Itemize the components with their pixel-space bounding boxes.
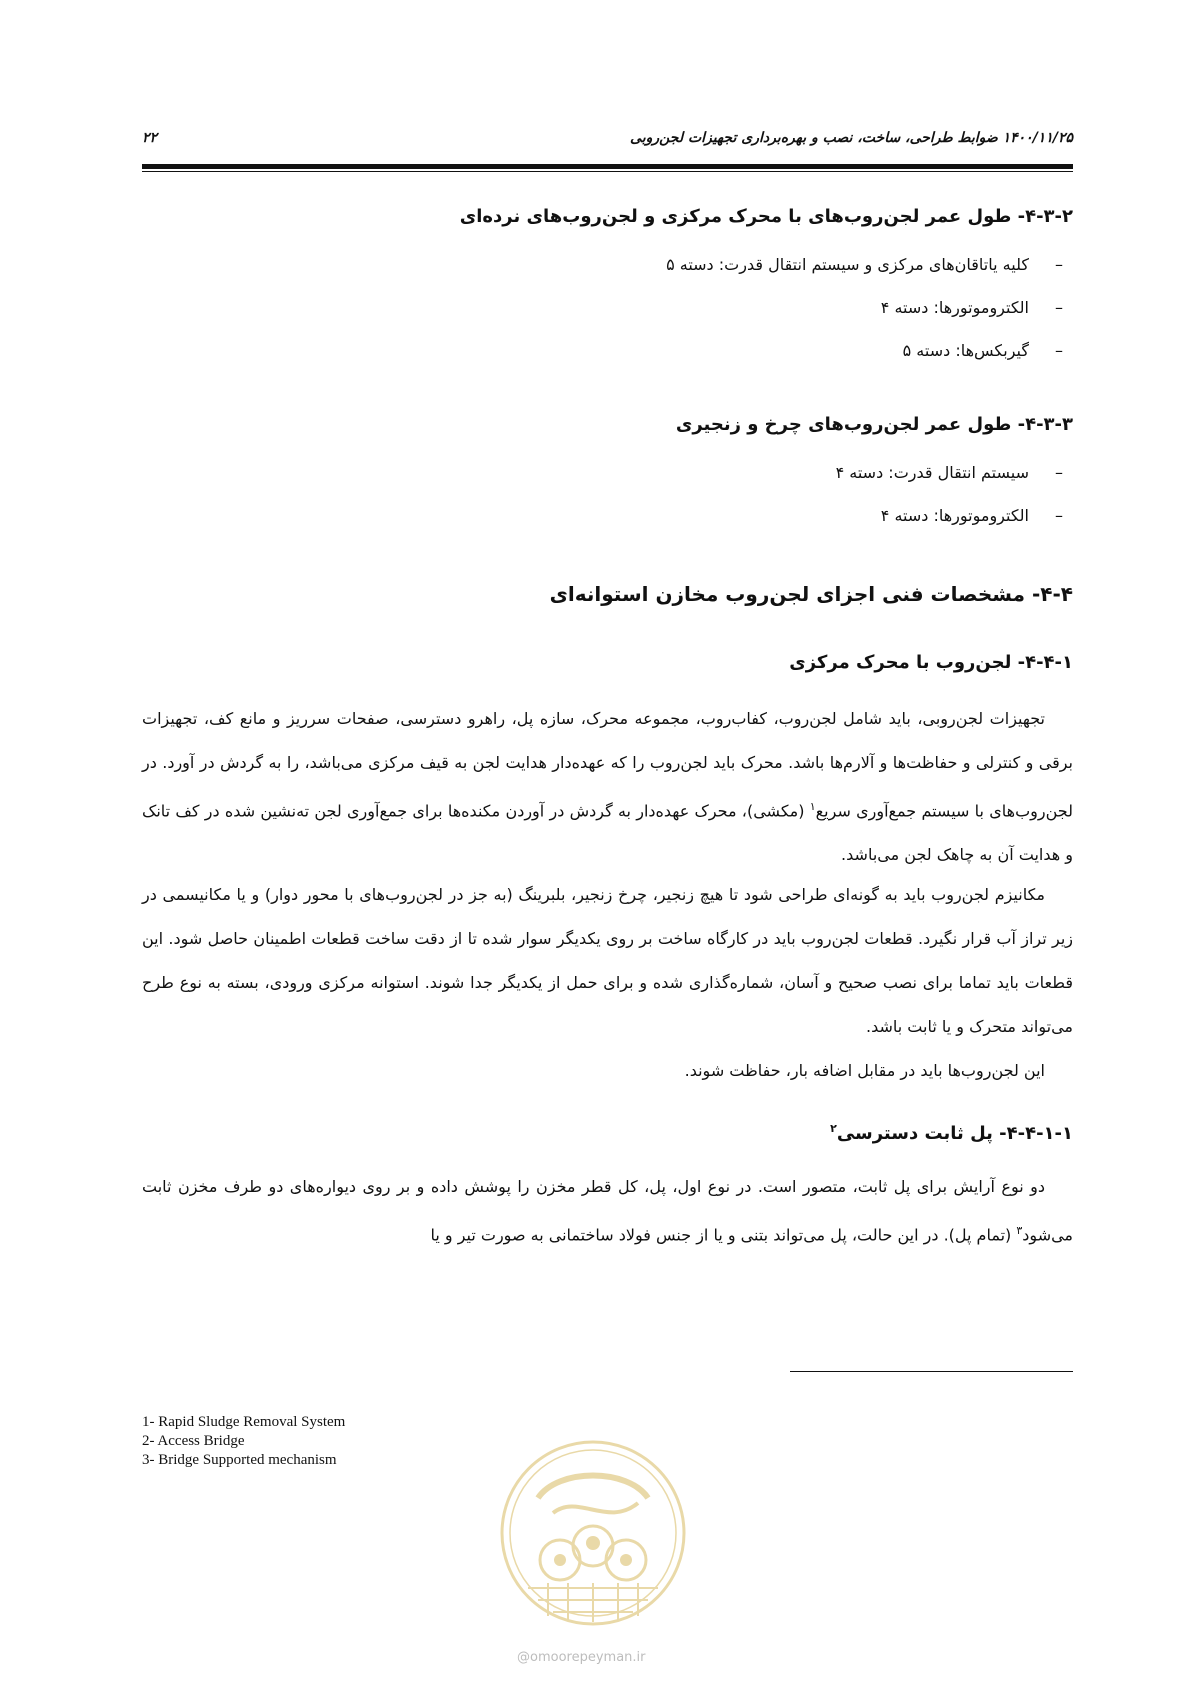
heading-4-4-1: ۴-۴-۱- لجن‌روب با محرک مرکزی — [789, 652, 1073, 673]
paragraph-mechanism: مکانیزم لجن‌روب باید به گونه‌ای طراحی شود تا هیچ زنجیر، چرخ زنجیر، بلبرینگ (به جز در لجن‌روب‌های با محور دوار) و یا مکانیسمی در زیر تراز آب قرار نگیرد. قطعات لجن‌روب باید در کارگاه ساخت بر روی یکدیگر سوار شده تا از دقت ساخت قطعات اطمینان حاصل شود. این قطعات باید تماما برای نصب صحیح و آسان، شماره‌گذاری شده و برای حمل از یکدیگر جدا شوند. استوانه مرکزی ورودی، بسته به نوع طرح می‌تواند متحرک و یا ثابت باشد. — [142, 885, 1073, 1036]
heading-4-4: ۴-۴- مشخصات فنی اجزای لجن‌روب مخازن استوانه‌ای — [549, 582, 1073, 606]
list-item: –الکتروموتورها: دسته ۴ — [881, 506, 1073, 525]
bullet-dash: – — [1055, 298, 1063, 317]
page-number: ۲۲ — [142, 130, 158, 146]
bullet-dash: – — [1055, 255, 1063, 274]
footnote-2: 2- Access Bridge — [142, 1433, 245, 1449]
paragraph-overload: این لجن‌روب‌ها باید در مقابل اضافه بار، حفاظت شوند. — [684, 1061, 1045, 1080]
bullet-dash: – — [1055, 463, 1063, 482]
footnote-separator — [790, 1371, 1073, 1372]
list-item: –کلیه یاتاقان‌های مرکزی و سیستم انتقال قدرت: دسته ۵ — [666, 255, 1073, 274]
heading-4-4-1-1: ۴-۴-۱-۱- پل ثابت دسترسی$^۲$ — [830, 1122, 1073, 1144]
footnote-ref: ۳ — [1016, 1224, 1023, 1237]
header-rule-thin — [142, 171, 1073, 172]
footnote-ref: ۱ — [809, 800, 816, 813]
footnote-ref: ۲ — [830, 1122, 837, 1135]
page-header — [142, 130, 1073, 158]
list-item: –گیربکس‌ها: دسته ۵ — [903, 341, 1073, 360]
header-title: ۱۴۰۰/۱۱/۲۵ ضوابط طراحی، ساخت، نصب و بهره‌برداری تجهیزات لجن‌روبی — [630, 130, 1073, 146]
seal-logo — [498, 1438, 688, 1628]
footnote-1: 1- Rapid Sludge Removal System — [142, 1414, 346, 1430]
heading-4-3-2: ۴-۳-۲- طول عمر لجن‌روب‌های با محرک مرکزی و لجن‌روب‌های نرده‌ای — [459, 206, 1073, 227]
bullet-dash: – — [1055, 506, 1063, 525]
footnote-3: 3- Bridge Supported mechanism — [142, 1452, 337, 1468]
footnotes — [142, 1413, 345, 1470]
bullet-dash: – — [1055, 341, 1063, 360]
paragraph-sludge-scraper-equipment: تجهیزات لجن‌روبی، باید شامل لجن‌روب، کفاب‌روب، مجموعه محرک، سازه پل، راهرو دسترسی، صفحات سرریز و مانع کف، تجهیزات برقی و کنترلی و حفاظت‌ها و آلارم‌ها باشد. محرک باید لجن‌روب را که عهده‌دار هدایت لجن به قیف مرکزی می‌باشد، را به گردش در آورد. در لجن‌روب‌های با سیستم جمع‌آوری سریع$^۱$ (مکشی)، محرک عهده‌دار به گردش در آوردن مکنده‌ها برای جمع‌آوری لجن ته‌نشین شده در کف تانک و هدایت آن به چاهک لجن می‌باشد. — [142, 709, 1073, 865]
heading-4-3-3: ۴-۳-۳- طول عمر لجن‌روب‌های چرخ و زنجیری — [675, 414, 1073, 435]
list-item: –الکتروموتورها: دسته ۴ — [881, 298, 1073, 317]
paragraph-fixed-bridge: دو نوع آرایش برای پل ثابت، متصور است. در نوع اول، پل، کل قطر مخزن را پوشش داده و بر روی دیواره‌های دو طرف مخزن ثابت می‌شود$^۳$ (تمام پل). در این حالت، پل می‌تواند بتنی و یا از جنس فولاد ساختمانی به صورت تیر و یا — [142, 1177, 1073, 1245]
list-item: –سیستم انتقال قدرت: دسته ۴ — [836, 463, 1073, 482]
watermark-url: @omoorepeyman.ir — [517, 1650, 646, 1665]
header-rule — [142, 164, 1073, 169]
